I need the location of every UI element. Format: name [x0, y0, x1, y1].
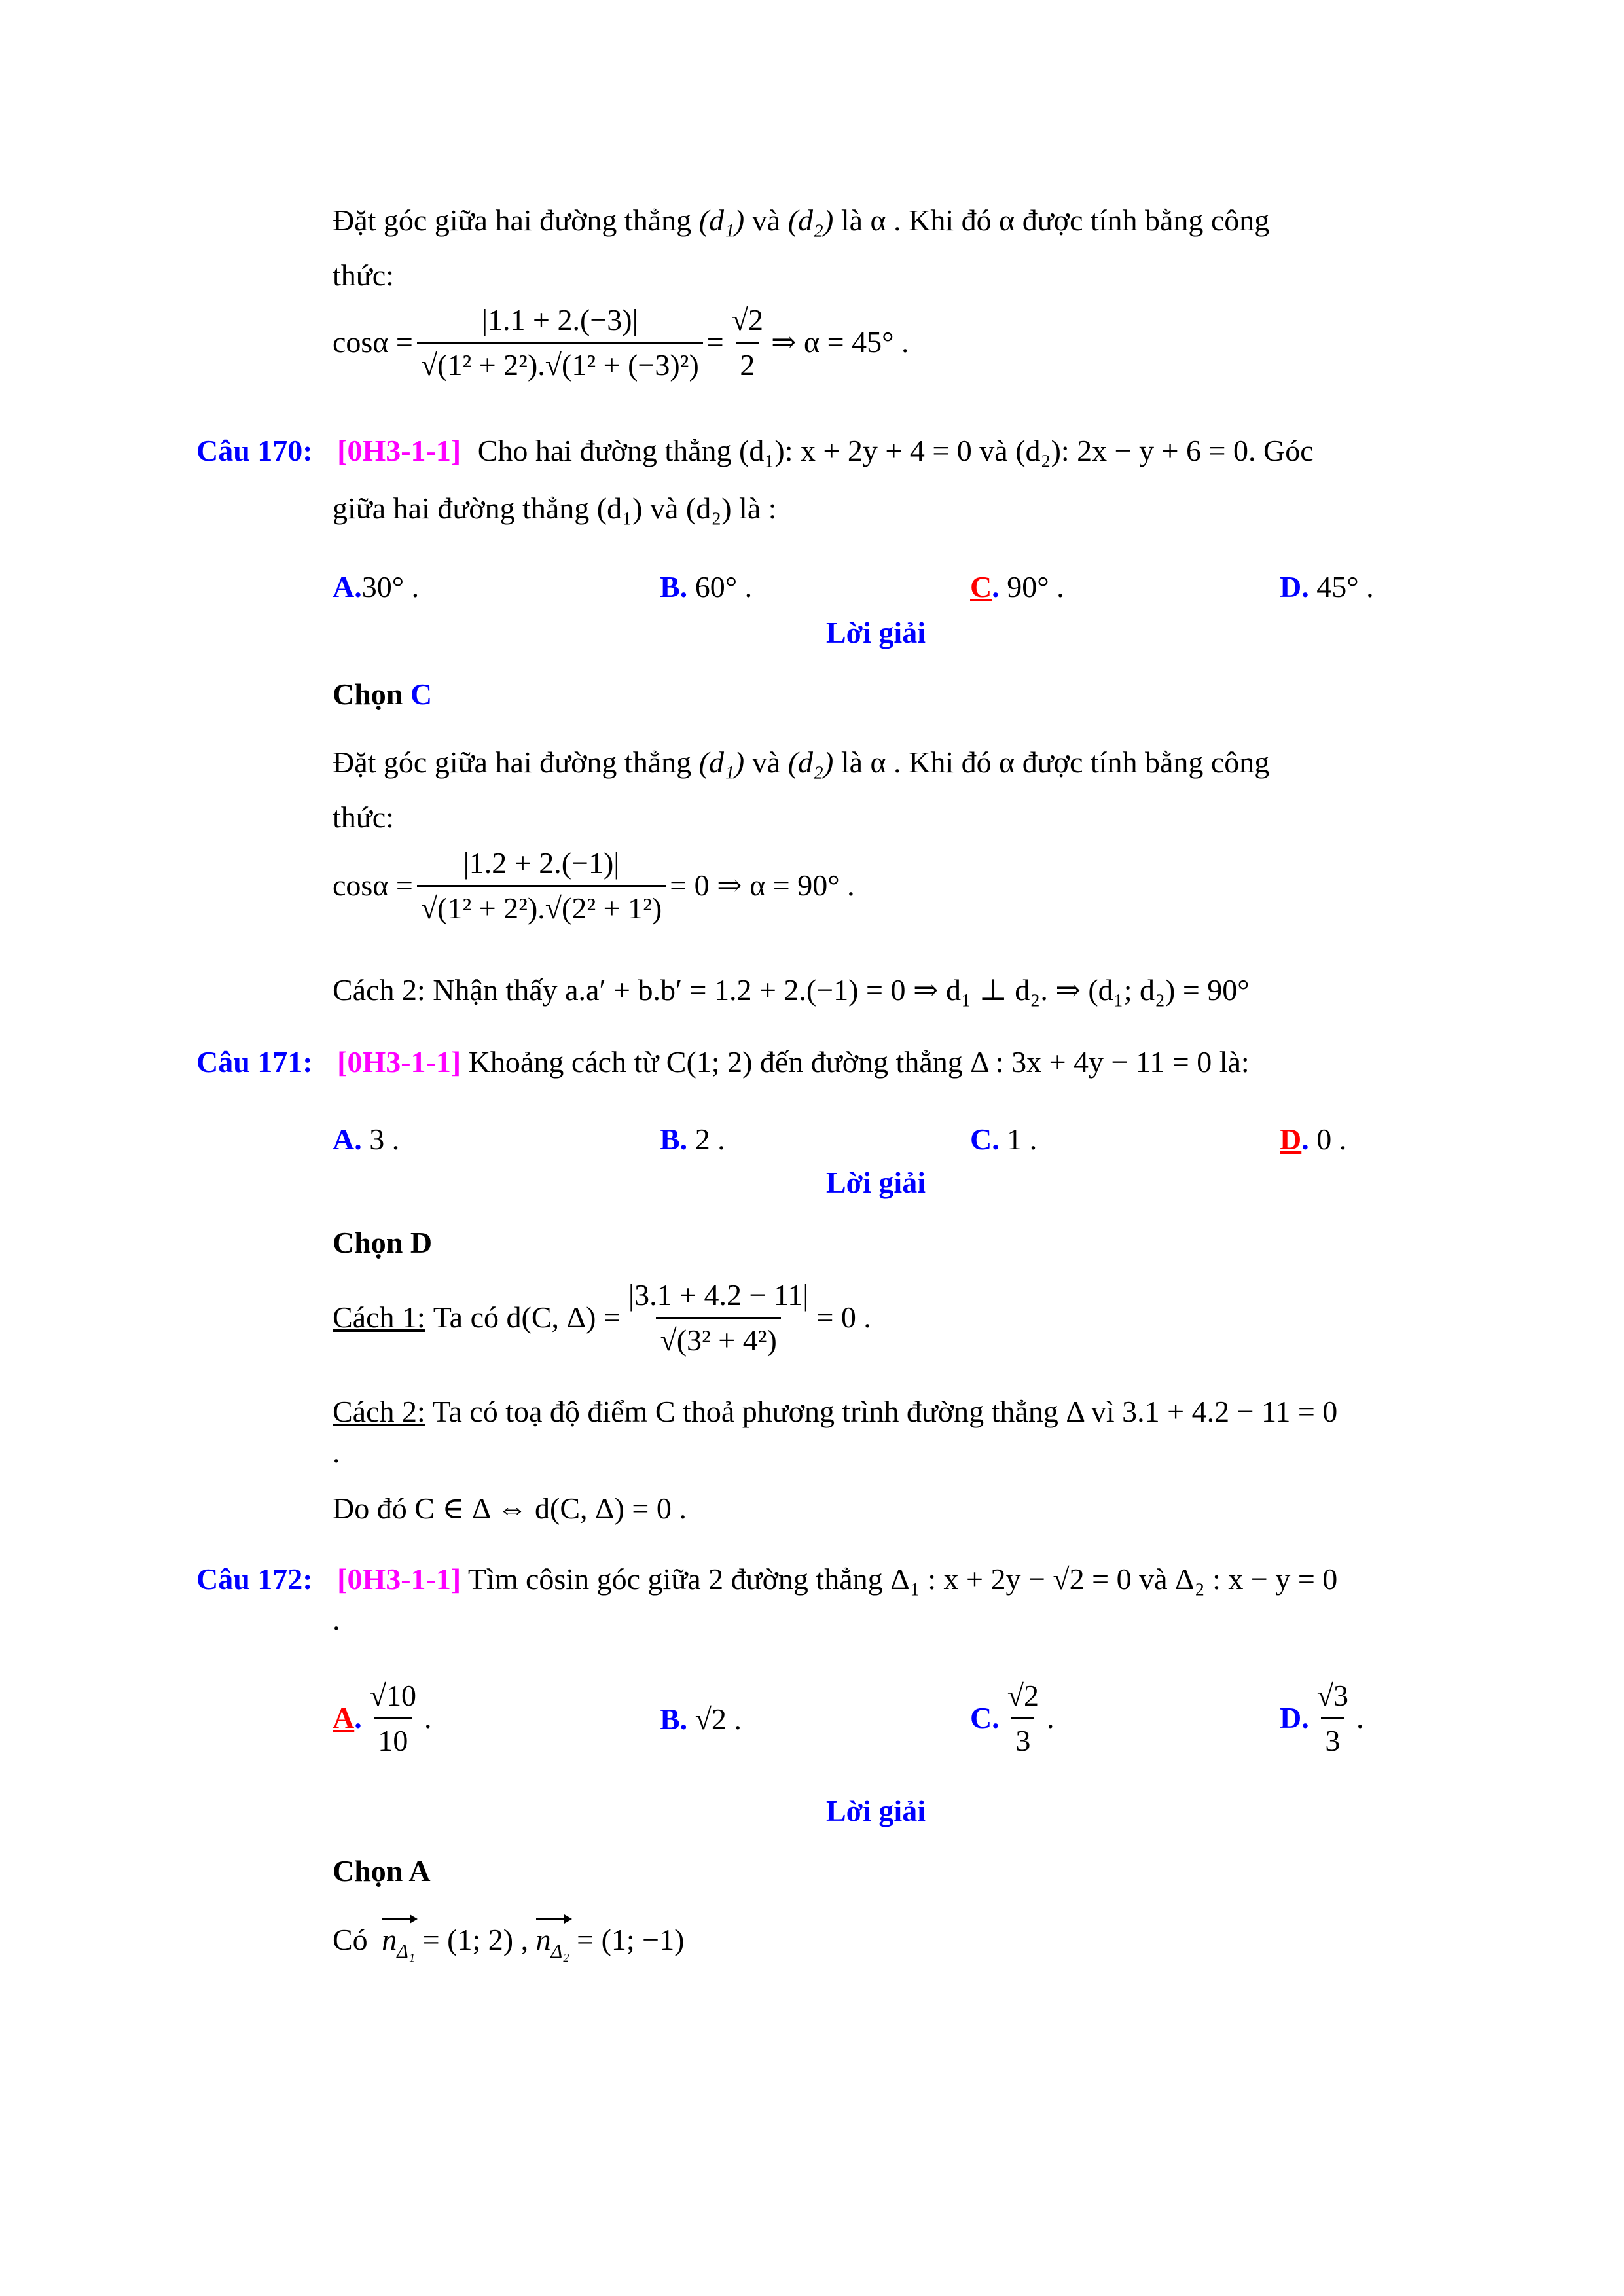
option-letter: C: [970, 570, 992, 603]
intro-text: Đặt góc giữa hai đường thẳng: [333, 204, 692, 237]
vec2-subscript: Δ₂: [550, 1941, 569, 1962]
option-numerator: √3: [1316, 1679, 1348, 1712]
intro-tail: là α . Khi đó α được tính bằng công: [840, 204, 1270, 237]
option-a[interactable]: [333, 568, 419, 606]
option-letter: D.: [1280, 1701, 1309, 1735]
intro-va: và: [751, 204, 781, 237]
option-letter: A.: [333, 1122, 362, 1156]
option-letter: C.: [970, 1122, 1000, 1156]
solution-title: Lời giải: [826, 616, 926, 649]
question-tag: [0H3-1-1]: [337, 1562, 461, 1596]
formula-result: = 0 ⇒ α = 90° .: [670, 869, 855, 903]
vec2-value: = (1; −1): [577, 1923, 685, 1956]
expl-tail: là α . Khi đó α được tính bằng công: [840, 745, 1270, 779]
solution-title: Lời giải: [826, 1166, 926, 1199]
expl-d2: (d₂): [787, 745, 834, 779]
method-2-text: Ta có toạ độ điểm C thoả phương trình đường thẳng Δ vì 3.1 + 4.2 − 11 = 0: [432, 1395, 1338, 1428]
question-text: Cho hai đường thẳng (d₁): x + 2y + 4 = 0 và (d₂): 2x − y + 6 = 0. Góc: [477, 434, 1314, 467]
question-tag: [0H3-1-1]: [337, 1045, 461, 1079]
option-d[interactable]: [1280, 1677, 1363, 1759]
expl-d1: (d₁): [698, 745, 745, 779]
normal-vectors: [333, 1918, 684, 1964]
co-text: Có: [333, 1923, 368, 1956]
solution-title: Lời giải: [826, 1794, 926, 1827]
formula-result: ⇒ α = 45° .: [770, 325, 909, 359]
option-a-correct[interactable]: [333, 1677, 431, 1759]
option-fraction: [1313, 1677, 1352, 1759]
option-value: 30° .: [361, 570, 420, 603]
option-value: 3 .: [369, 1122, 400, 1156]
option-b[interactable]: [660, 568, 752, 606]
option-value: 90° .: [1007, 570, 1064, 603]
intro-sentence: [333, 202, 1269, 240]
option-b[interactable]: [660, 1700, 742, 1738]
option-numerator: √10: [369, 1679, 416, 1712]
formula-fraction: [417, 844, 666, 927]
formula-lhs: cosα =: [333, 325, 413, 359]
chosen-answer: Chọn D: [333, 1226, 433, 1259]
question-170: [196, 432, 1314, 470]
option-letter: C.: [970, 1701, 1000, 1735]
question-text: Tìm côsin góc giữa 2 đường thẳng Δ₁ : x + 2y − √2 = 0 và Δ₂ : x − y = 0: [467, 1562, 1338, 1596]
distance-fraction: [624, 1276, 813, 1359]
option-fraction: [1003, 1677, 1043, 1759]
option-c[interactable]: [970, 1677, 1054, 1759]
option-letter: B.: [660, 1702, 688, 1736]
distance-denominator: √(3² + 4²): [656, 1317, 780, 1359]
question-text: Khoảng cách từ C(1; 2) đến đường thẳng Δ : 3x + 4y − 11 = 0 là:: [468, 1045, 1250, 1079]
option-d-correct[interactable]: [1280, 1121, 1346, 1158]
question-172: [196, 1560, 1337, 1598]
expl-thuc: thức:: [333, 800, 394, 834]
option-c-correct[interactable]: [970, 568, 1064, 606]
method-2: [333, 1393, 1337, 1431]
question-171: [196, 1043, 1250, 1081]
option-tail: .: [1356, 1701, 1364, 1735]
option-fraction: [366, 1677, 420, 1759]
vector-n-delta1: [382, 1918, 415, 1964]
option-denominator: 10: [374, 1717, 412, 1760]
option-value: 60° .: [695, 570, 753, 603]
vec1-letter: n: [382, 1923, 397, 1956]
option-b[interactable]: [660, 1121, 725, 1158]
option-dot: .: [992, 570, 1000, 603]
option-value: √2 .: [695, 1702, 742, 1736]
option-tail: .: [424, 1701, 432, 1735]
expl-va: và: [751, 745, 781, 779]
option-value: 2 .: [695, 1122, 725, 1156]
formula-numerator: |1.1 + 2.(−3)|: [481, 303, 638, 336]
vec1-value: = (1; 2) ,: [422, 1923, 529, 1956]
formula-numerator: |1.2 + 2.(−1)|: [463, 846, 620, 880]
option-value: 1 .: [1007, 1122, 1038, 1156]
formula-denominator: √(1² + 2²).√(1² + (−3)²): [417, 342, 703, 384]
explanation: [333, 744, 1269, 781]
intro-formula: [333, 301, 909, 384]
distance-numerator: |3.1 + 4.2 − 11|: [628, 1278, 809, 1312]
chosen-answer: [333, 675, 432, 713]
intro-d2: (d₂): [787, 204, 834, 237]
method-1-label: Cách 1:: [333, 1300, 425, 1335]
option-letter: B.: [660, 1122, 688, 1156]
option-dot: .: [1301, 1122, 1309, 1156]
chon-letter: C: [410, 677, 433, 711]
formula-denominator: √(1² + 2²).√(2² + 1²): [417, 885, 666, 927]
option-numerator: √2: [1007, 1679, 1039, 1712]
method-1-text: Ta có d(C, Δ) =: [433, 1300, 621, 1335]
chosen-answer: Chọn A: [333, 1854, 431, 1888]
formula-lhs: cosα =: [333, 869, 413, 903]
option-letter: D.: [1280, 570, 1309, 603]
question-170-line2: giữa hai đường thẳng (d₁) và (d₂) là :: [333, 492, 777, 525]
intro-thuc: thức:: [333, 259, 394, 292]
option-a[interactable]: [333, 1121, 399, 1158]
option-tail: .: [1046, 1701, 1055, 1735]
question-172-dot: .: [333, 1603, 340, 1636]
question-label: Câu 170:: [196, 434, 313, 467]
option-dot: .: [354, 1701, 362, 1735]
option-letter: D: [1280, 1122, 1302, 1156]
method-1-result: = 0 .: [816, 1300, 871, 1335]
formula-170: [333, 844, 855, 927]
method-2: Cách 2: Nhận thấy a.a′ + b.b′ = 1.2 + 2.(−1) = 0 ⇒ d₁ ⊥ d₂. ⇒ (d₁; d₂) = 90°: [333, 973, 1250, 1007]
question-label: Câu 172:: [196, 1562, 313, 1596]
vec1-subscript: Δ₁: [397, 1941, 416, 1962]
conclusion: Do đó C ∈ Δ ⇔ d(C, Δ) = 0 .: [333, 1492, 687, 1525]
formula-value: [728, 301, 767, 384]
method-1: [333, 1276, 871, 1359]
option-c[interactable]: [970, 1121, 1037, 1158]
expl-text: Đặt góc giữa hai đường thẳng: [333, 745, 692, 779]
question-tag: [0H3-1-1]: [337, 434, 461, 467]
vector-n-delta2: [536, 1918, 569, 1964]
chon-text: Chọn: [333, 677, 403, 711]
value-denominator: 2: [736, 342, 759, 384]
option-denominator: 3: [1321, 1717, 1344, 1760]
vec2-letter: n: [535, 1923, 551, 1956]
option-letter: A: [333, 1701, 355, 1735]
method-2-label: Cách 2:: [333, 1395, 425, 1428]
option-denominator: 3: [1011, 1717, 1034, 1760]
option-d[interactable]: [1280, 568, 1374, 606]
option-value: 45° .: [1316, 570, 1374, 603]
option-letter: A.: [333, 570, 362, 603]
question-label: Câu 171:: [196, 1045, 313, 1079]
method-2-dot: .: [333, 1435, 340, 1469]
intro-d1: (d₁): [698, 204, 745, 237]
formula-eq: =: [706, 325, 724, 359]
option-value: 0 .: [1316, 1122, 1347, 1156]
value-numerator: √2: [731, 303, 763, 336]
formula-fraction: [417, 301, 703, 384]
option-letter: B.: [660, 570, 688, 603]
